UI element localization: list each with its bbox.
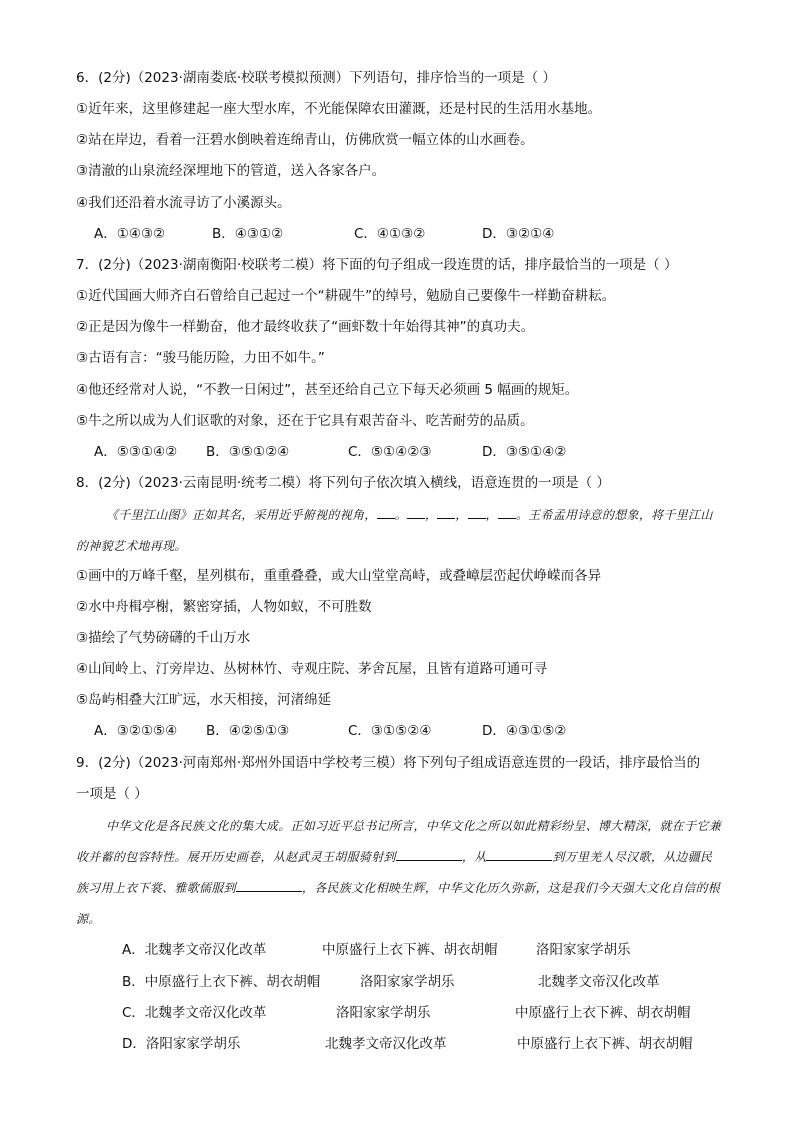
q7-option-d[interactable]: D．③⑤①④② bbox=[482, 444, 567, 460]
q8-passage-comma-3: ， bbox=[485, 508, 498, 522]
q8-passage-sep: 。 bbox=[394, 508, 407, 522]
q7-option-b[interactable]: B．③⑤①②④ bbox=[206, 444, 290, 460]
q8-passage-comma-1: ， bbox=[424, 508, 438, 522]
q6-option-c[interactable]: C．④①③② bbox=[354, 226, 426, 242]
q6-option-d[interactable]: D．③②①④ bbox=[482, 226, 555, 242]
q6-option-a[interactable]: A．①④③② bbox=[94, 226, 166, 242]
q7-item-4: ④他还经常对人说，“不教一日闲过”，甚至还给自己立下每天必须画 5 幅画的规矩。 bbox=[76, 382, 579, 398]
q9-passage-part-2: ，从 bbox=[461, 850, 487, 864]
q6-item-3: ③清澈的山泉流经深埋地下的管道，送入各家各户。 bbox=[76, 163, 386, 179]
q9-choice-b-2: 洛阳家家学胡乐 bbox=[360, 974, 455, 990]
q8-option-a[interactable]: A．③②①⑤④ bbox=[94, 723, 178, 739]
q9-choice-b-1[interactable]: B．中原盛行上衣下裤、胡衣胡帽 bbox=[122, 974, 321, 990]
q9-stem-line-2: 一项是（ ） bbox=[76, 786, 148, 802]
q8-item-1: ①画中的万峰千壑，星列棋布，重重叠叠，或大山堂堂高峙，或叠嶂层峦起伏峥嵘而各异 bbox=[76, 568, 602, 584]
q8-passage bbox=[76, 500, 724, 562]
q8-blank-3[interactable] bbox=[437, 518, 455, 519]
q8-stem: 8．(2分)（2023·云南昆明·统考二模）将下列句子依次填入横线，语意连贯的一项是（ ） bbox=[76, 475, 610, 491]
q9-passage-part-3: 到万里羌人尽汉歌，从边疆民族习用上衣下裳、雅歌儒服到 bbox=[76, 850, 713, 895]
q8-blank-5[interactable] bbox=[498, 518, 516, 519]
q7-options bbox=[94, 442, 566, 462]
q6-item-1: ①近年来，这里修建起一座大型水库，不光能保障农田灌溉，还是村民的生活用水基地。 bbox=[76, 101, 602, 117]
q9-stem-line-1: 9．(2分)（2023·河南郑州·郑州外国语中学校考三模）将下列句子组成语意连贯的一段话，排序最恰当的 bbox=[76, 755, 701, 771]
q8-item-5: ⑤岛屿相叠大江旷远，水天相接，河渚绵延 bbox=[76, 692, 332, 708]
q8-option-c[interactable]: C．③①⑤②④ bbox=[348, 723, 432, 739]
q8-passage-tail: 。王希孟用诗意的想象，将千里江山的神貌艺术地再现。 bbox=[76, 508, 713, 553]
q9-choice-a-3: 洛阳家家学胡乐 bbox=[536, 942, 631, 958]
q9-passage-part-4: ，各民族文化相映生辉，中华文化历久弥新，这是我们今天强大文化自信的根源。 bbox=[76, 881, 721, 926]
q8-option-b[interactable]: B．④②⑤①③ bbox=[206, 723, 290, 739]
q8-item-4: ④山间岭上、汀旁岸边、丛树林竹、寺观庄院、茅舍瓦屋，且皆有道路可通可寻 bbox=[76, 661, 548, 677]
q7-item-2: ②正是因为像牛一样勤奋，他才最终收获了“画虾数十年始得其神”的真功夫。 bbox=[76, 319, 535, 335]
q9-passage bbox=[76, 811, 724, 935]
q6-stem: 6．(2分)（2023·湖南娄底·校联考模拟预测）下列语句，排序恰当的一项是（ ） bbox=[76, 70, 556, 86]
q8-item-3: ③描绘了气势磅礴的千山万水 bbox=[76, 630, 251, 646]
q8-options bbox=[94, 721, 566, 741]
q8-item-2: ②水中舟楫亭榭，繁密穿插，人物如蚁，不可胜数 bbox=[76, 599, 372, 615]
q7-item-1: ①近代国画大师齐白石曾给自己起过一个“耕砚牛”的绰号，勉励自己要像牛一样勤奋耕耘。 bbox=[76, 288, 616, 304]
q8-passage-comma-2: ， bbox=[455, 508, 468, 522]
q9-choice-c-2: 洛阳家家学胡乐 bbox=[336, 1005, 431, 1021]
q8-blank-1[interactable] bbox=[377, 518, 395, 519]
q9-choice-d-1[interactable]: D．洛阳家家学胡乐 bbox=[122, 1036, 241, 1052]
q7-item-3: ③古语有言：“骏马能历险，力田不如牛。” bbox=[76, 350, 325, 366]
q9-choice-c-1[interactable]: C．北魏孝文帝汉化改革 bbox=[122, 1005, 267, 1021]
q8-blank-2[interactable] bbox=[407, 518, 425, 519]
q6-item-2: ②站在岸边，看着一汪碧水倒映着连绵青山，仿佛欣赏一幅立体的山水画卷。 bbox=[76, 132, 534, 148]
q9-choice-d-3: 中原盛行上衣下裤、胡衣胡帽 bbox=[517, 1036, 693, 1052]
q7-option-a[interactable]: A．⑤③①④② bbox=[94, 444, 178, 460]
q9-choice-c-3: 中原盛行上衣下裤、胡衣胡帽 bbox=[515, 1005, 691, 1021]
q6-item-4: ④我们还沿着水流寻访了小溪源头。 bbox=[76, 195, 291, 211]
q9-choice-a-2: 中原盛行上衣下裤、胡衣胡帽 bbox=[322, 942, 498, 958]
q9-blank-2[interactable] bbox=[486, 860, 552, 861]
q9-choice-a-1[interactable]: A．北魏孝文帝汉化改革 bbox=[122, 942, 267, 958]
q9-passage-part-1: 中华文化是各民族文化的集大成。正如习近平总书记所言，中华文化之所以如此精彩纷呈、博大精深，就在于它兼收并蓄的包容特性。展开历史画卷，从赵武灵王胡服骑射到 bbox=[76, 819, 722, 864]
q7-item-5: ⑤牛之所以成为人们讴歌的对象，还在于它具有艰苦奋斗、吃苦耐劳的品质。 bbox=[76, 413, 534, 429]
q9-blank-3[interactable] bbox=[236, 891, 302, 892]
q7-stem: 7．(2分)（2023·湖南衡阳·校联考二模）将下面的句子组成一段连贯的话，排序最恰当的一项是（ ） bbox=[76, 257, 678, 273]
q7-option-c[interactable]: C．⑤①④②③ bbox=[348, 444, 432, 460]
q8-passage-lead: 《千里江山图》正如其名，采用近乎俯视的视角， bbox=[106, 508, 377, 522]
q8-blank-4[interactable] bbox=[468, 518, 486, 519]
q6-options bbox=[94, 224, 554, 244]
q6-option-b[interactable]: B．④③①② bbox=[212, 226, 284, 242]
q9-choice-d-2: 北魏孝文帝汉化改革 bbox=[325, 1036, 447, 1052]
q9-blank-1[interactable] bbox=[396, 860, 462, 861]
q8-option-d[interactable]: D．④③①⑤② bbox=[482, 723, 567, 739]
q9-choice-b-3: 北魏孝文帝汉化改革 bbox=[538, 974, 660, 990]
